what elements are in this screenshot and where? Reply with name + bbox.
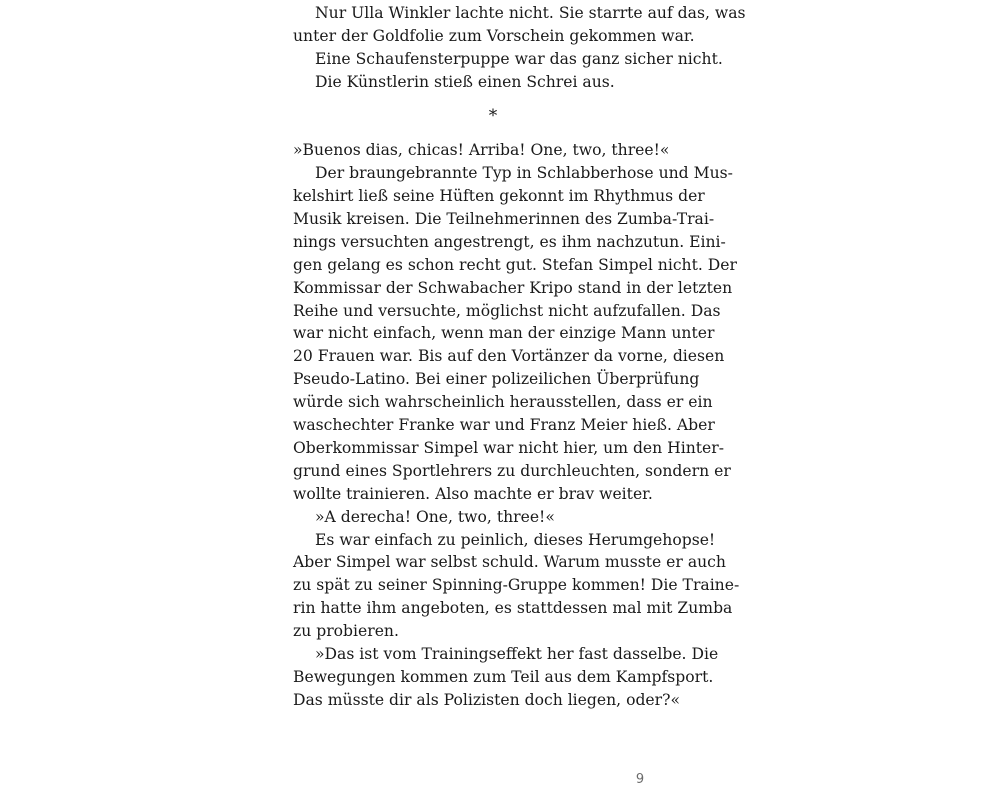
text-line: Bewegungen kommen zum Teil aus dem Kampfsport.	[293, 667, 714, 686]
text-line: Musik kreisen. Die Teilnehmerinnen des Zumba-Trai-	[293, 210, 715, 229]
text-line: Reihe und versuchte, möglichst nicht aufzufallen. Das	[293, 301, 721, 320]
text-line: war nicht einfach, wenn man der einzige Mann unter	[293, 324, 715, 343]
text-line: zu spät zu seiner Spinning-Gruppe kommen! Die Traine-	[293, 576, 740, 595]
text-line: Pseudo-Latino. Bei einer polizeilichen Überprüfung	[293, 370, 700, 389]
text-line: Das müsste dir als Polizisten doch liegen, oder?«	[293, 690, 681, 709]
page-number: 9	[635, 772, 645, 787]
text-line: »Buenos dias, chicas! Arriba! One, two, three!«	[293, 141, 670, 160]
text-line: würde sich wahrscheinlich herausstellen, dass er ein	[293, 393, 713, 412]
text-line: rin hatte ihm angeboten, es stattdessen mal mit Zumba	[293, 599, 733, 618]
text-line: waschechter Franke war und Franz Meier hieß. Aber	[293, 416, 715, 435]
text-line: Der braungebrannte Typ in Schlabberhose und Mus-	[315, 164, 733, 183]
text-line: »Das ist vom Trainingseffekt her fast dasselbe. Die	[315, 644, 719, 663]
text-line: kelshirt ließ seine Hüften gekonnt im Rhythmus der	[293, 187, 705, 206]
text-line: 20 Frauen war. Bis auf den Vortänzer da vorne, diesen	[293, 347, 725, 366]
text-line: »A derecha! One, two, three!«	[315, 507, 555, 526]
book-page	[293, 2, 746, 712]
text-line: Oberkommissar Simpel war nicht hier, um den Hinter-	[293, 438, 725, 457]
text-line: Kommissar der Schwabacher Kripo stand in der letzten	[293, 278, 733, 297]
text-line: Aber Simpel war selbst schuld. Warum musste er auch	[293, 553, 726, 572]
text-line: Eine Schaufensterpuppe war das ganz sicher nicht.	[315, 49, 723, 68]
text-line: wollte trainieren. Also machte er brav weiter.	[293, 484, 653, 503]
text-line: Nur Ulla Winkler lachte nicht. Sie starrte auf das, was	[315, 4, 746, 22]
text-line: zu probieren.	[293, 622, 399, 641]
section-separator: *	[488, 105, 498, 126]
text-line: nings versuchten angestrengt, es ihm nachzutun. Eini-	[293, 232, 726, 251]
text-line: Es war einfach zu peinlich, dieses Herumgehopse!	[315, 530, 716, 549]
section-one	[293, 2, 746, 94]
text-line: unter der Goldfolie zum Vorschein gekommen war.	[293, 26, 695, 45]
section-two	[293, 139, 740, 711]
text-line: grund eines Sportlehrers zu durchleuchten, sondern er	[293, 461, 731, 480]
text-line: Die Künstlerin stieß einen Schrei aus.	[315, 72, 615, 91]
text-line: gen gelang es schon recht gut. Stefan Simpel nicht. Der	[293, 255, 737, 274]
